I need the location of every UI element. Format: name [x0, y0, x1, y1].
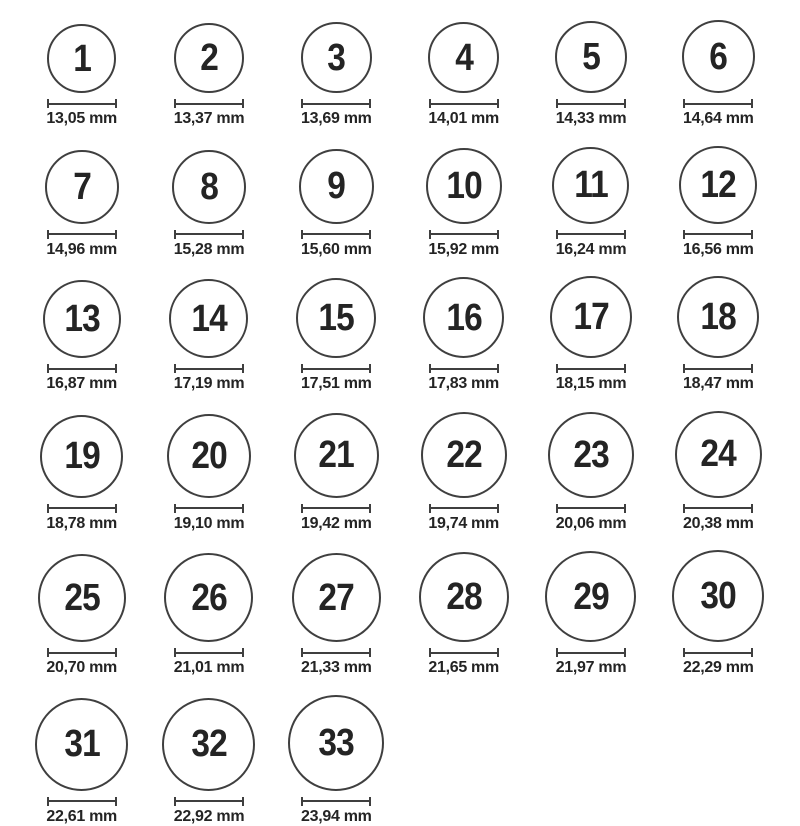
ring-size-number: 2	[200, 37, 218, 79]
ring-size-number: 15	[318, 297, 355, 340]
ring-size-row	[18, 695, 782, 826]
diameter-ruler	[683, 504, 753, 513]
ring-size-circle	[428, 22, 499, 93]
ring-size-cell	[18, 415, 145, 533]
ring-size-circle	[555, 21, 627, 93]
ring-size-number: 30	[700, 575, 737, 618]
ring-size-number: 27	[318, 576, 355, 619]
ring-size-grid	[18, 20, 782, 826]
ring-size-number: 4	[454, 36, 473, 79]
ring-size-number: 26	[191, 576, 227, 619]
diameter-label: 21,33 mm	[301, 659, 372, 677]
ring-size-cell	[18, 24, 145, 128]
ring-size-row	[18, 146, 782, 259]
diameter-ruler	[556, 648, 626, 657]
ring-size-circle	[299, 149, 374, 224]
ring-size-number: 16	[445, 296, 482, 339]
diameter-ruler	[429, 504, 499, 513]
ring-size-number: 8	[200, 165, 218, 208]
ring-size-number: 7	[72, 165, 91, 208]
diameter-ruler	[301, 648, 371, 657]
ring-size-cell	[18, 150, 145, 259]
ring-size-number: 24	[700, 433, 737, 476]
ring-size-circle	[296, 278, 376, 358]
diameter-ruler	[301, 230, 371, 239]
diameter-label: 16,56 mm	[683, 240, 754, 258]
ring-size-cell	[273, 278, 400, 393]
diameter-label: 21,97 mm	[555, 659, 627, 677]
diameter-label: 13,05 mm	[46, 110, 117, 127]
diameter-label: 20,70 mm	[46, 659, 117, 677]
diameter-ruler	[47, 648, 117, 657]
diameter-ruler	[47, 230, 117, 239]
ring-size-number: 33	[318, 721, 355, 764]
ring-size-cell	[655, 146, 782, 259]
diameter-ruler	[301, 797, 371, 806]
diameter-ruler	[429, 364, 499, 373]
ring-size-cell	[18, 698, 145, 826]
ring-size-circle	[292, 553, 381, 642]
ring-size-circle	[172, 150, 246, 224]
diameter-ruler	[429, 230, 499, 239]
diameter-label: 14,01 mm	[428, 110, 499, 127]
diameter-label: 22,61 mm	[46, 807, 117, 825]
ring-size-cell	[145, 279, 272, 393]
ring-size-cell	[527, 412, 654, 533]
diameter-label: 14,96 mm	[46, 240, 117, 258]
diameter-label: 22,92 mm	[173, 807, 245, 825]
diameter-label: 19,42 mm	[301, 514, 372, 532]
ring-size-circle	[421, 412, 507, 498]
diameter-ruler	[174, 797, 244, 806]
ring-size-circle	[672, 550, 764, 642]
ring-size-row	[18, 411, 782, 533]
diameter-ruler	[174, 99, 244, 108]
diameter-label: 21,01 mm	[173, 659, 245, 677]
diameter-label: 19,10 mm	[173, 514, 245, 532]
ring-size-cell	[655, 20, 782, 128]
diameter-label: 14,33 mm	[555, 110, 627, 127]
diameter-ruler	[47, 797, 117, 806]
diameter-ruler	[174, 504, 244, 513]
diameter-ruler	[301, 364, 371, 373]
diameter-label: 17,51 mm	[301, 375, 372, 393]
ring-size-circle	[548, 412, 634, 498]
ring-size-circle	[38, 554, 126, 642]
ring-size-cell	[18, 280, 145, 393]
ring-size-cell	[18, 554, 145, 677]
diameter-label: 16,24 mm	[555, 240, 627, 258]
diameter-ruler	[301, 99, 371, 108]
ring-size-cell	[400, 277, 527, 393]
diameter-ruler	[47, 99, 117, 108]
ring-size-number: 3	[327, 36, 346, 79]
ring-size-cell	[400, 22, 527, 128]
diameter-ruler	[47, 504, 117, 513]
diameter-ruler	[683, 99, 753, 108]
ring-size-circle	[294, 413, 379, 498]
ring-size-circle	[301, 22, 372, 93]
ring-size-cell	[145, 414, 272, 533]
ring-size-circle	[35, 698, 128, 791]
ring-size-number: 23	[573, 433, 609, 476]
diameter-ruler	[556, 99, 626, 108]
ring-size-cell	[273, 553, 400, 677]
diameter-ruler	[683, 230, 753, 239]
ring-size-number: 32	[191, 723, 227, 766]
diameter-label: 13,69 mm	[301, 110, 372, 127]
ring-size-circle	[43, 280, 121, 358]
diameter-label: 23,94 mm	[301, 807, 372, 825]
ring-size-number: 22	[445, 433, 482, 476]
ring-size-cell	[145, 698, 272, 826]
ring-size-circle	[545, 551, 636, 642]
diameter-ruler	[174, 364, 244, 373]
ring-size-cell	[527, 147, 654, 259]
ring-size-circle	[174, 23, 244, 93]
diameter-label: 21,65 mm	[428, 659, 499, 677]
ring-size-cell	[145, 23, 272, 128]
ring-size-cell	[400, 552, 527, 677]
diameter-ruler	[429, 648, 499, 657]
ring-size-circle	[550, 276, 632, 358]
diameter-ruler	[683, 648, 753, 657]
ring-size-circle	[423, 277, 504, 358]
ring-size-cell	[273, 695, 400, 826]
ring-size-number: 29	[573, 575, 609, 618]
ring-size-circle	[682, 20, 755, 93]
ring-size-row	[18, 550, 782, 677]
ring-size-cell	[400, 412, 527, 533]
ring-size-cell	[527, 21, 654, 128]
ring-size-row	[18, 276, 782, 393]
ring-size-number: 20	[191, 434, 227, 477]
ring-size-circle	[164, 553, 253, 642]
diameter-ruler	[683, 364, 753, 373]
ring-size-circle	[679, 146, 757, 224]
ring-size-number: 14	[191, 297, 227, 340]
diameter-label: 17,83 mm	[428, 375, 499, 393]
diameter-ruler	[556, 364, 626, 373]
ring-size-number: 12	[700, 163, 737, 206]
ring-size-circle	[40, 415, 123, 498]
diameter-label: 18,47 mm	[683, 375, 754, 393]
diameter-ruler	[556, 504, 626, 513]
ring-size-circle	[426, 148, 502, 224]
ring-size-number: 21	[318, 434, 355, 477]
ring-size-number: 28	[445, 576, 482, 619]
ring-size-circle	[167, 414, 251, 498]
ring-size-cell	[273, 149, 400, 259]
ring-size-cell	[400, 148, 527, 259]
ring-size-circle	[47, 24, 116, 93]
diameter-label: 14,64 mm	[683, 110, 754, 127]
diameter-label: 15,28 mm	[173, 240, 245, 258]
ring-size-circle	[419, 552, 509, 642]
ring-size-number: 9	[327, 165, 346, 208]
ring-size-cell	[145, 553, 272, 677]
ring-size-number: 1	[72, 37, 91, 80]
diameter-label: 15,60 mm	[301, 240, 372, 258]
diameter-label: 19,74 mm	[428, 514, 499, 532]
diameter-ruler	[174, 648, 244, 657]
diameter-ruler	[556, 230, 626, 239]
diameter-label: 18,78 mm	[46, 514, 117, 532]
ring-size-circle	[169, 279, 248, 358]
ring-size-circle	[552, 147, 629, 224]
ring-size-number: 18	[700, 296, 737, 339]
ring-size-cell	[527, 276, 654, 393]
ring-size-number: 10	[445, 164, 482, 207]
diameter-label: 16,87 mm	[46, 375, 117, 393]
ring-size-number: 11	[574, 164, 608, 207]
ring-size-cell	[145, 150, 272, 259]
diameter-label: 17,19 mm	[173, 375, 245, 393]
ring-size-cell	[655, 550, 782, 677]
diameter-label: 13,37 mm	[173, 110, 245, 127]
ring-size-circle	[288, 695, 384, 791]
ring-size-number: 25	[63, 577, 100, 620]
ring-size-circle	[677, 276, 759, 358]
ring-size-number: 13	[63, 298, 100, 341]
ring-size-number: 5	[582, 36, 600, 78]
ring-size-row	[18, 20, 782, 128]
diameter-label: 20,06 mm	[555, 514, 627, 532]
diameter-label: 18,15 mm	[555, 375, 627, 393]
diameter-label: 22,29 mm	[683, 659, 754, 677]
diameter-ruler	[47, 364, 117, 373]
ring-size-cell	[655, 411, 782, 533]
ring-size-cell	[527, 551, 654, 677]
diameter-ruler	[174, 230, 244, 239]
ring-size-cell	[273, 413, 400, 533]
ring-size-number: 19	[63, 435, 100, 478]
ring-size-cell	[273, 22, 400, 128]
ring-size-circle	[45, 150, 119, 224]
ring-size-number: 17	[573, 296, 609, 339]
diameter-ruler	[301, 504, 371, 513]
ring-size-circle	[675, 411, 762, 498]
diameter-label: 20,38 mm	[683, 514, 754, 532]
diameter-ruler	[429, 99, 499, 108]
diameter-label: 15,92 mm	[428, 240, 499, 258]
ring-size-number: 6	[709, 35, 728, 78]
ring-size-number: 31	[63, 723, 100, 766]
ring-size-cell	[655, 276, 782, 393]
ring-size-circle	[162, 698, 255, 791]
